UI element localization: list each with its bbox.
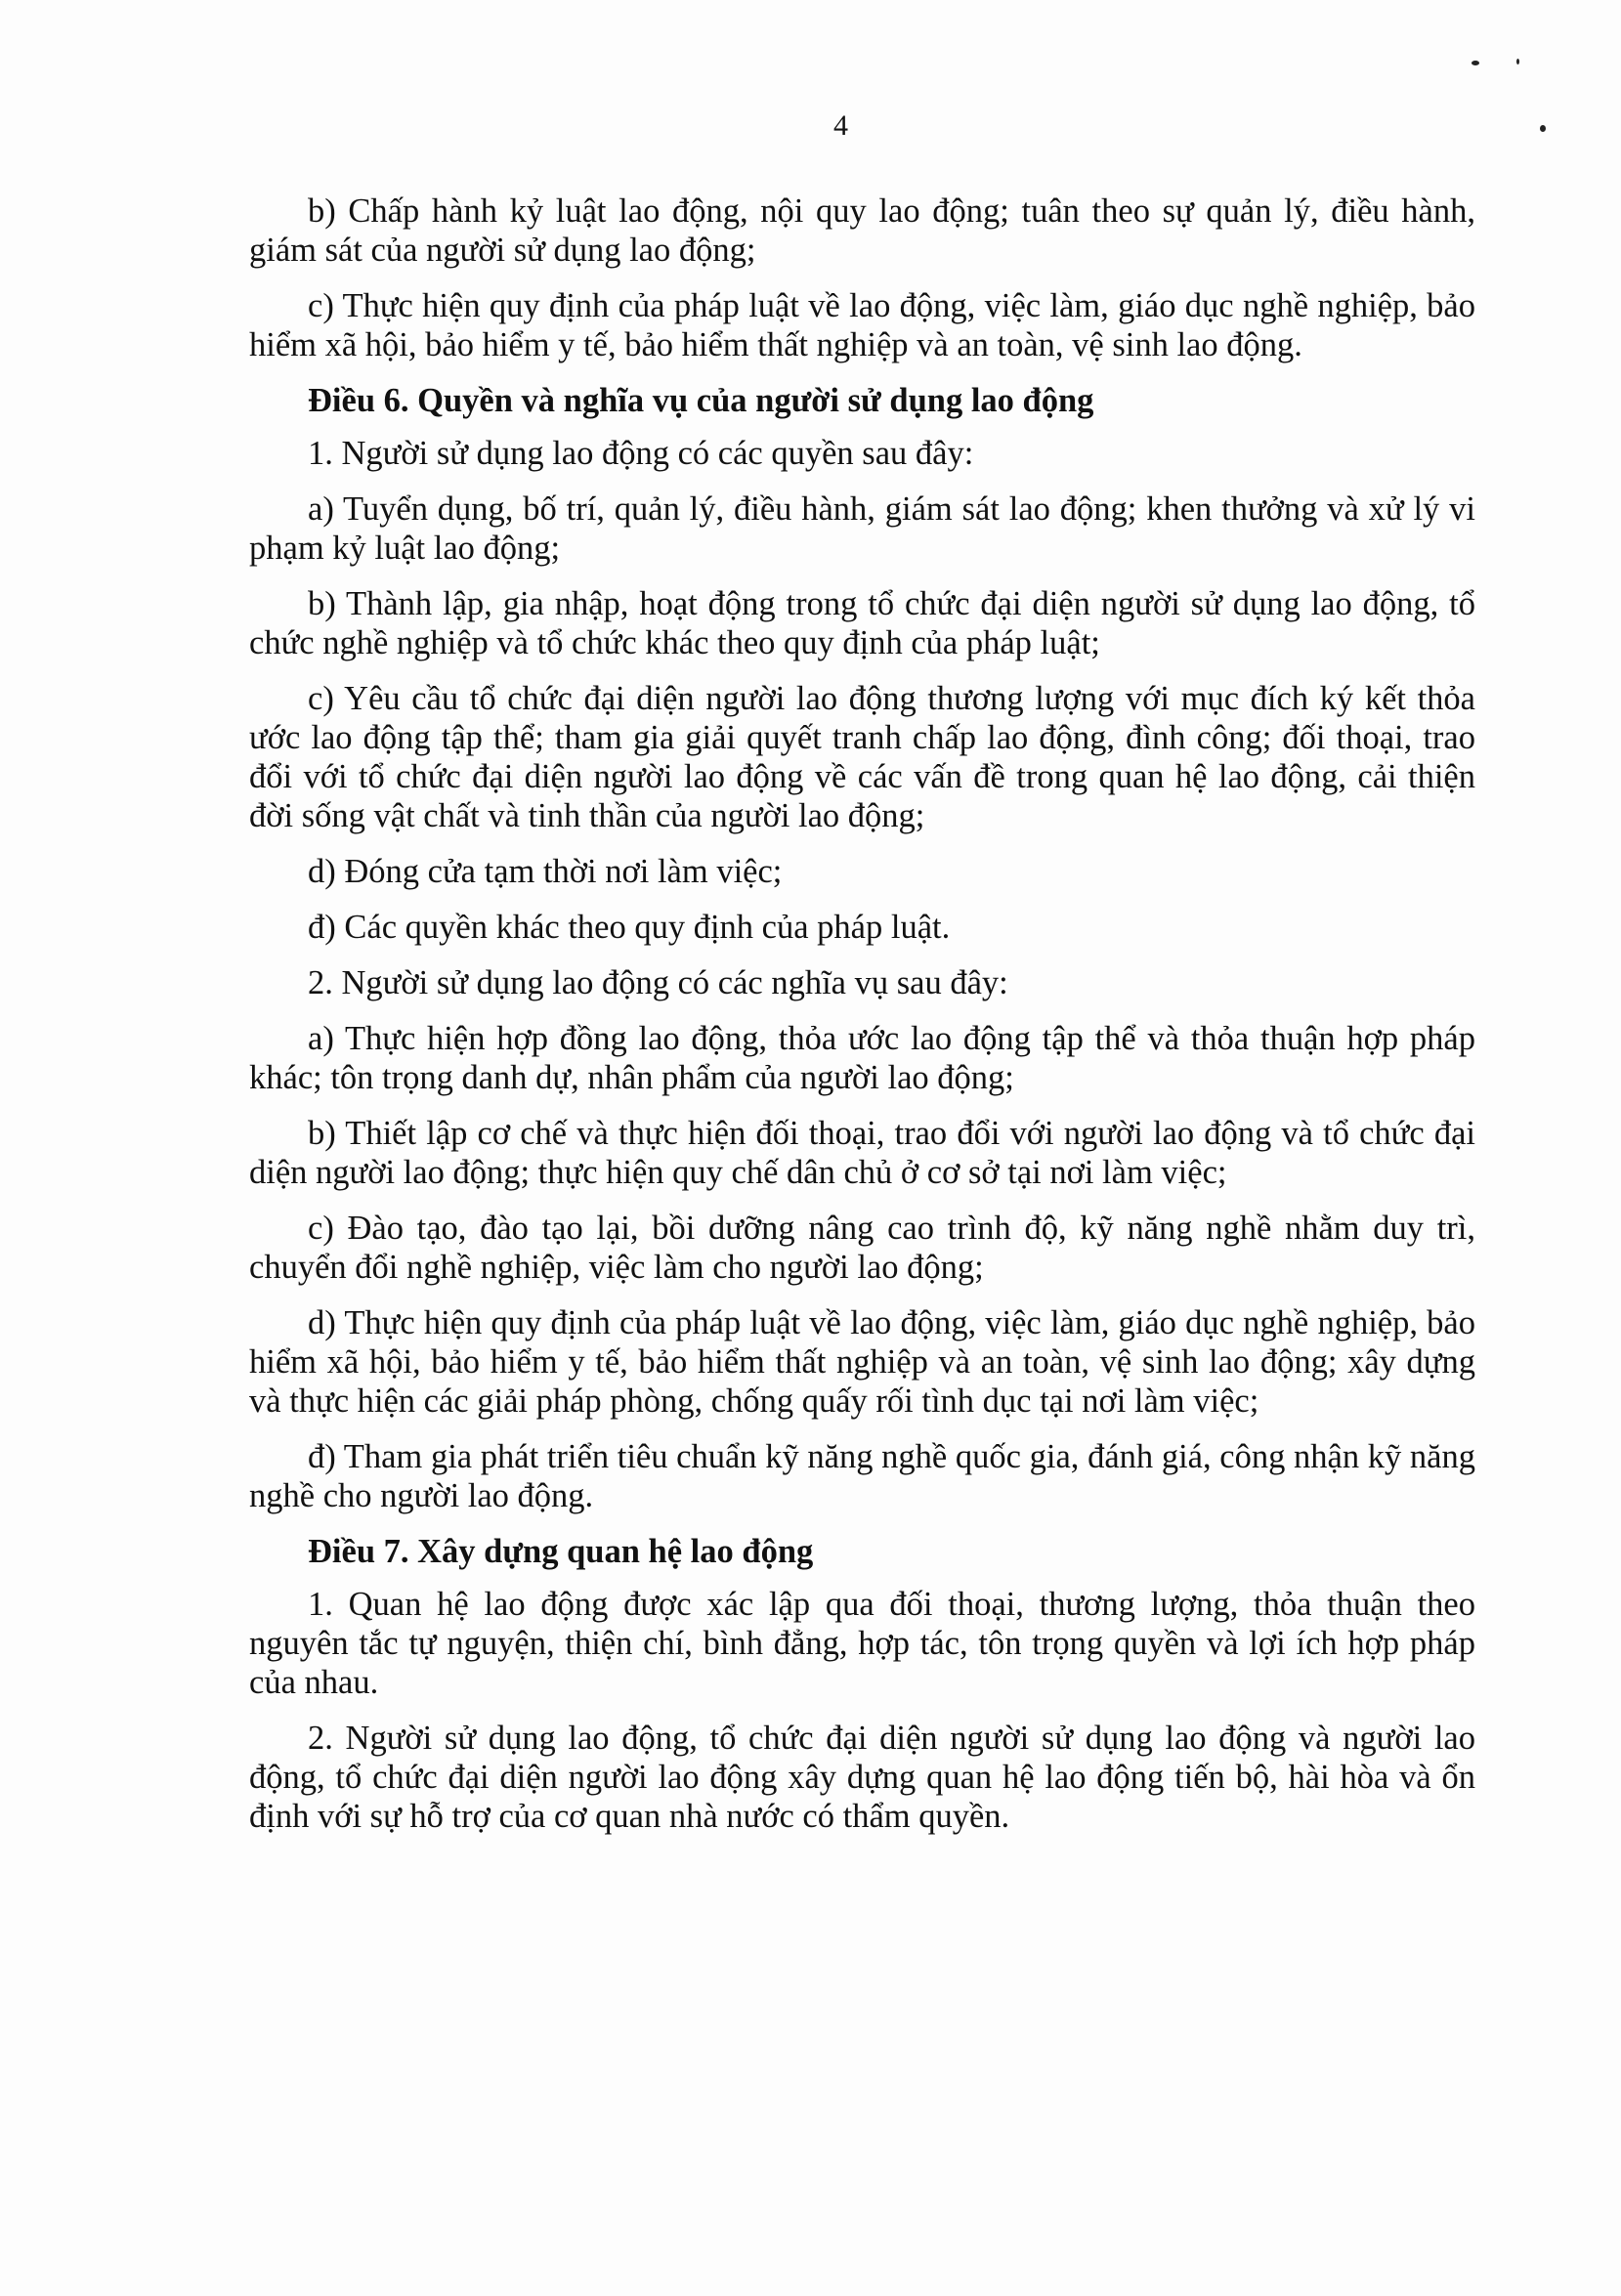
paragraph: c) Yêu cầu tổ chức đại diện người lao động thương lượng với mục đích ký kết thỏa ước lao động tập thể; tham gia giải quyết tranh chấp lao động, đình công; đối thoại, trao đổi với tổ chức đại diện người lao động về các vấn đề trong quan hệ lao động, cải thiện đời sống vật chất và tinh thần của người lao động;	[249, 680, 1475, 834]
paragraph: 1. Quan hệ lao động được xác lập qua đối thoại, thương lượng, thỏa thuận theo nguyên tắc tự nguyện, thiện chí, bình đẳng, hợp tác, tôn trọng quyền và lợi ích hợp pháp của nhau.	[249, 1586, 1475, 1701]
paragraph: d) Thực hiện quy định của pháp luật về lao động, việc làm, giáo dục nghề nghiệp, bảo hiểm xã hội, bảo hiểm y tế, bảo hiểm thất nghiệp và an toàn, vệ sinh lao động; xây dựng và thực hiện các giải pháp phòng, chống quấy rối tình dục tại nơi làm việc;	[249, 1304, 1475, 1420]
paragraph: a) Thực hiện hợp đồng lao động, thỏa ước lao động tập thể và thỏa thuận hợp pháp khác; tôn trọng danh dự, nhân phẩm của người lao động;	[249, 1020, 1475, 1096]
paragraph: c) Thực hiện quy định của pháp luật về lao động, việc làm, giáo dục nghề nghiệp, bảo hiểm xã hội, bảo hiểm y tế, bảo hiểm thất nghiệp và an toàn, vệ sinh lao động.	[249, 287, 1475, 363]
article-heading: Điều 7. Xây dựng quan hệ lao động	[308, 1533, 814, 1570]
paragraph: b) Thiết lập cơ chế và thực hiện đối thoại, trao đổi với người lao động và tổ chức đại diện người lao động; thực hiện quy chế dân chủ ở cơ sở tại nơi làm việc;	[249, 1115, 1475, 1191]
paragraph: a) Tuyển dụng, bố trí, quản lý, điều hành, giám sát lao động; khen thưởng và xử lý vi phạm kỷ luật lao động;	[249, 490, 1475, 567]
paragraph: b) Chấp hành kỷ luật lao động, nội quy lao động; tuân theo sự quản lý, điều hành, giám sát của người sử dụng lao động;	[249, 192, 1475, 269]
page-number: 4	[833, 109, 848, 142]
paragraph: b) Thành lập, gia nhập, hoạt động trong tổ chức đại diện người sử dụng lao động, tổ chức nghề nghiệp và tổ chức khác theo quy định của pháp luật;	[249, 585, 1475, 661]
paragraph: 2. Người sử dụng lao động, tổ chức đại diện người sử dụng lao động và người lao động, tổ chức đại diện người lao động xây dựng quan hệ lao động tiến bộ, hài hòa và ổn định với sự hỗ trợ của cơ quan nhà nước có thẩm quyền.	[249, 1720, 1475, 1835]
document-body	[249, 191, 1475, 1852]
paragraph: đ) Các quyền khác theo quy định của pháp luật.	[308, 909, 951, 946]
paragraph: d) Đóng cửa tạm thời nơi làm việc;	[308, 853, 783, 890]
paragraph: 1. Người sử dụng lao động có các quyền sau đây:	[308, 435, 974, 472]
paragraph: 2. Người sử dụng lao động có các nghĩa vụ sau đây:	[308, 964, 1008, 1001]
scan-speck	[1516, 59, 1519, 64]
paragraph: c) Đào tạo, đào tạo lại, bồi dưỡng nâng cao trình độ, kỹ năng nghề nhằm duy trì, chuyển đổi nghề nghiệp, việc làm cho người lao động;	[249, 1210, 1475, 1286]
paragraph: đ) Tham gia phát triển tiêu chuẩn kỹ năng nghề quốc gia, đánh giá, công nhận kỹ năng nghề cho người lao động.	[249, 1438, 1475, 1514]
article-heading: Điều 6. Quyền và nghĩa vụ của người sử dụng lao động	[308, 382, 1094, 419]
scan-speck	[1472, 61, 1479, 65]
scan-speck	[1540, 125, 1546, 132]
